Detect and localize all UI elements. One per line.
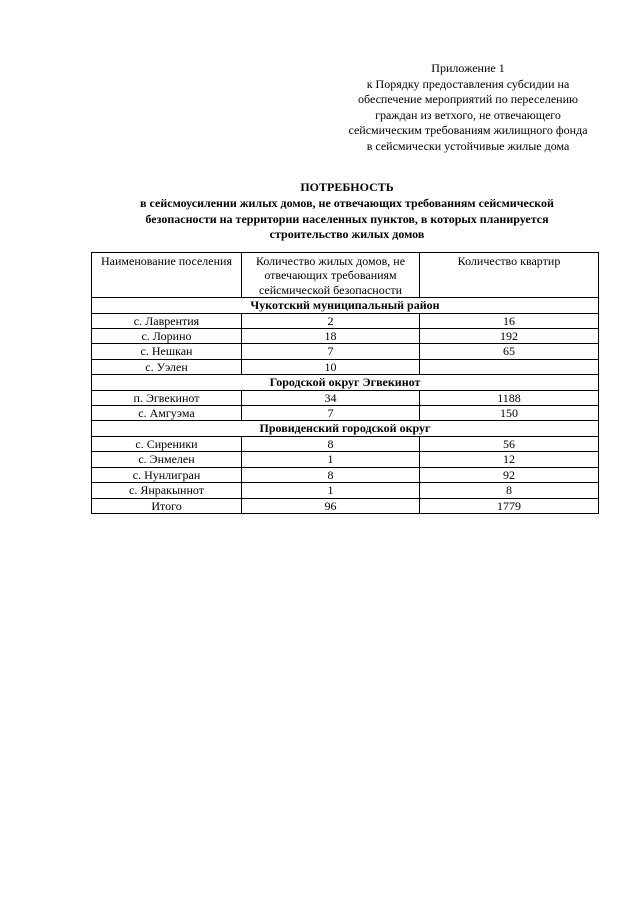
cell-houses: 1 xyxy=(242,483,420,498)
total-houses: 96 xyxy=(242,498,420,513)
heading-line: в сейсмоусилении жилых домов, не отвечающих требованиям сейсмической xyxy=(140,195,554,210)
group-name: Чукотский муниципальный район xyxy=(92,298,599,313)
cell-houses: 7 xyxy=(242,344,420,359)
table-row xyxy=(92,344,599,359)
needs-table xyxy=(91,252,599,514)
header-houses-line: отвечающих требованиям xyxy=(264,268,397,283)
cell-settlement: с. Нешкан xyxy=(92,344,242,359)
heading-line: строительство жилых домов xyxy=(269,227,425,242)
table-row xyxy=(92,452,599,467)
cell-houses: 1 xyxy=(242,452,420,467)
table-row xyxy=(92,313,599,328)
cell-houses: 7 xyxy=(242,406,420,421)
cell-settlement: п. Эгвекинот xyxy=(92,390,242,405)
total-apartments: 1779 xyxy=(420,498,599,513)
cell-settlement: с. Уэлен xyxy=(92,359,242,374)
cell-apartments: 192 xyxy=(420,329,599,344)
table-row xyxy=(92,359,599,374)
appendix-line: обеспечение мероприятий по переселению xyxy=(358,92,578,107)
header-settlement: Наименование поселения xyxy=(92,253,242,298)
cell-apartments: 16 xyxy=(420,313,599,328)
group-name: Провиденский городской округ xyxy=(92,421,599,436)
appendix-line: к Порядку предоставления субсидии на xyxy=(366,76,570,91)
cell-settlement: с. Сиреники xyxy=(92,436,242,451)
header-houses-line: сейсмической безопасности xyxy=(258,282,403,297)
cell-apartments: 8 xyxy=(420,483,599,498)
cell-apartments: 56 xyxy=(420,436,599,451)
appendix-line: в сейсмически устойчивые жилые дома xyxy=(366,138,570,153)
table-row xyxy=(92,329,599,344)
cell-settlement: с. Янракыннот xyxy=(92,483,242,498)
cell-houses: 18 xyxy=(242,329,420,344)
total-row xyxy=(92,498,599,513)
appendix-line: Приложение 1 xyxy=(431,61,505,75)
group-row xyxy=(92,298,599,313)
group-row xyxy=(92,421,599,436)
appendix-line: граждан из ветхого, не отвечающего xyxy=(375,107,561,122)
header-houses-line: Количество жилых домов, не xyxy=(255,254,406,268)
document-heading xyxy=(70,180,624,243)
cell-apartments: 12 xyxy=(420,452,599,467)
table-row xyxy=(92,483,599,498)
cell-apartments: 65 xyxy=(420,344,599,359)
total-label: Итого xyxy=(92,498,242,513)
group-row xyxy=(92,375,599,390)
appendix-note xyxy=(330,61,606,155)
table-header-row xyxy=(92,253,599,298)
cell-settlement: с. Энмелен xyxy=(92,452,242,467)
header-apartments: Количество квартир xyxy=(420,253,599,298)
cell-settlement: с. Амгуэма xyxy=(92,406,242,421)
appendix-line: сейсмическим требованиям жилищного фонда xyxy=(348,123,588,138)
cell-settlement: с. Лаврентия xyxy=(92,313,242,328)
table-row xyxy=(92,467,599,482)
cell-apartments: 150 xyxy=(420,406,599,421)
document-title: ПОТРЕБНОСТЬ xyxy=(300,180,394,194)
cell-settlement: с. Лорино xyxy=(92,329,242,344)
table-row xyxy=(92,406,599,421)
cell-houses: 8 xyxy=(242,467,420,482)
header-houses xyxy=(242,253,420,298)
cell-apartments xyxy=(420,359,599,374)
cell-houses: 34 xyxy=(242,390,420,405)
cell-apartments: 92 xyxy=(420,467,599,482)
cell-settlement: с. Нунлигран xyxy=(92,467,242,482)
table-row xyxy=(92,390,599,405)
cell-houses: 2 xyxy=(242,313,420,328)
table-row xyxy=(92,436,599,451)
cell-apartments: 1188 xyxy=(420,390,599,405)
cell-houses: 8 xyxy=(242,436,420,451)
cell-houses: 10 xyxy=(242,359,420,374)
group-name: Городской округ Эгвекинот xyxy=(92,375,599,390)
heading-line: безопасности на территории населенных пунктов, в которых планируется xyxy=(145,211,549,226)
